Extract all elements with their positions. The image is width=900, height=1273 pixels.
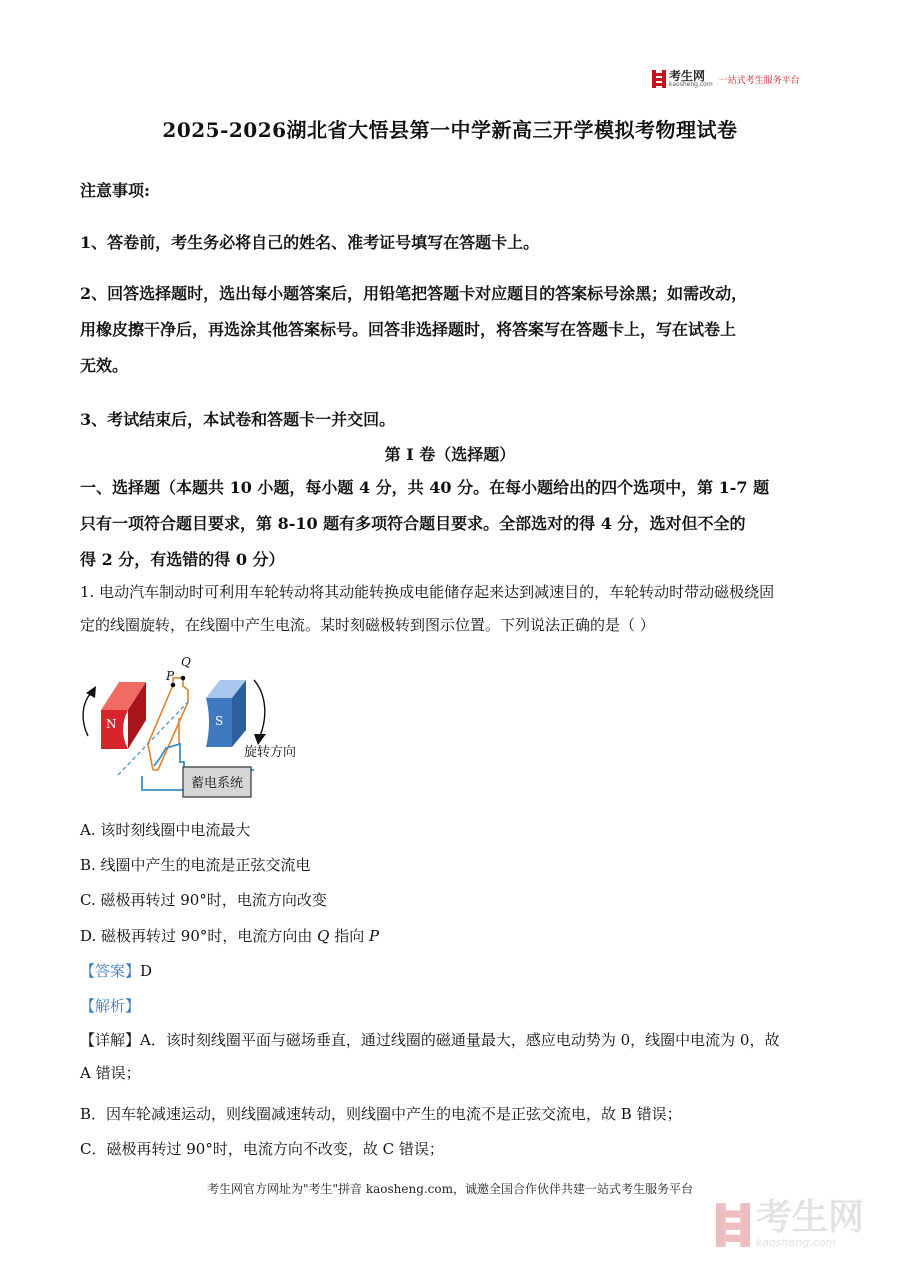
option-d-q: Q: [317, 927, 330, 945]
label-p: P: [166, 669, 175, 683]
detail-b: B．因车轮减速运动，则线圈减速转动，则线圈中产生的电流不是正弦交流电，故 B 错误；: [80, 1105, 682, 1123]
section-line-2: 只有一项符合题目要求，第 8-10 题有多项符合题目要求。全部选对的得 4 分，选对但不全的: [80, 514, 746, 533]
label-n: N: [106, 717, 117, 731]
logo-slogan: 一站式考生服务平台: [718, 75, 800, 86]
s-magnet: [206, 680, 246, 747]
right-arrowhead-icon: [254, 734, 266, 745]
n-magnet: [101, 682, 146, 749]
notice-heading: 注意事项:: [80, 181, 150, 200]
point-q: [181, 676, 186, 681]
notice-item-2-line-3: 无效。: [80, 356, 129, 375]
section-line-1: 一、选择题（本题共 10 小题，每小题 4 分，共 40 分。在每小题给出的四个选项中，第 1-7 题: [80, 478, 770, 497]
document-title: 2025-2026湖北省大悟县第一中学新高三开学模拟考物理试卷: [162, 118, 738, 142]
detail-a-line-2: A 错误；: [80, 1064, 141, 1082]
coil: [148, 655, 191, 770]
question-1-stem-line-2: 定的线圈旋转，在线圈中产生电流。某时刻磁极转到图示位置。下列说法正确的是（ ）: [80, 616, 655, 634]
option-d-mid: 指向: [329, 927, 370, 945]
section-instructions: [80, 470, 769, 578]
option-d-prefix: D. 磁极再转过 90°时，电流方向由: [80, 927, 318, 945]
watermark-logo-icon: [716, 1203, 750, 1247]
volume-heading: 第 I 卷（选择题）: [384, 445, 516, 464]
right-rotation-arrow-icon: [254, 680, 265, 736]
point-p: [171, 683, 176, 688]
detail-tag: 【详解】: [80, 1031, 141, 1049]
logo-text: [669, 70, 713, 88]
kaosheng-logo-icon: [652, 70, 666, 88]
option-d: [80, 925, 379, 946]
notice-item-2-line-2: 用橡皮擦干净后，再选涂其他答案标号。回答非选择题时，将答案写在答题卡上，写在试卷上: [80, 320, 737, 339]
wire-b: [142, 776, 184, 790]
notice-item-3: 3、考试结束后，本试卷和答题卡一并交回。: [80, 410, 396, 429]
header-logo[interactable]: [652, 70, 800, 88]
detail-a: [80, 1024, 779, 1090]
answer-tag: 【答案】: [80, 962, 141, 980]
question-1-stem-line-1: 1. 电动汽车制动时可利用车轮转动将其动能转换成电能储存起来达到减速目的，车轮转动时带动磁极绕固: [80, 583, 775, 601]
left-arrowhead-icon: [86, 686, 96, 698]
option-d-p: P: [369, 927, 380, 945]
question-1-stem: [80, 576, 774, 642]
answer-row: [80, 960, 152, 981]
detail-a-line-1: [80, 1024, 779, 1057]
option-c: C. 磁极再转过 90°时，电流方向改变: [80, 891, 327, 909]
page-footer: 考生网官方网址为"考生"拼音 kaosheng.com，诚邀全国合作伙伴共建一站式考生服务平台: [206, 1182, 694, 1196]
detail-a-text: A．该时刻线圈平面与磁场垂直，通过线圈的磁通量最大，感应电动势为 0，线圈中电流为 0，故: [140, 1031, 780, 1049]
watermark-name: 考生网: [756, 1197, 865, 1238]
watermark: [716, 1197, 865, 1249]
logo-domain: kaosheng.com: [669, 81, 713, 88]
rotation-direction-label: 旋转方向: [244, 745, 297, 760]
left-rotation-arrow-icon: [83, 692, 92, 736]
wire-a: [154, 744, 254, 770]
notice-item-2: [80, 276, 747, 384]
label-s: S: [215, 714, 224, 728]
answer-value: D: [140, 962, 153, 980]
option-a: A. 该时刻线圈中电流最大: [80, 821, 251, 839]
watermark-domain: kaosheng.com: [756, 1236, 837, 1249]
generator-figure: [76, 650, 316, 805]
logo-name: 考生网: [669, 69, 706, 83]
storage-system-label: 蓄电系统: [190, 776, 244, 791]
detail-c: C．磁极再转过 90°时，电流方向不改变，故 C 错误；: [80, 1140, 444, 1158]
label-q: Q: [181, 655, 191, 669]
analysis-tag: 【解析】: [80, 997, 141, 1015]
notice-item-1: 1、答卷前，考生务必将自己的姓名、准考证号填写在答题卡上。: [80, 233, 540, 252]
section-line-3: 得 2 分，有选错的得 0 分）: [80, 550, 285, 569]
option-b: B. 线圈中产生的电流是正弦交流电: [80, 856, 311, 874]
notice-item-2-line-1: 2、回答选择题时，选出每小题答案后，用铅笔把答题卡对应题目的答案标号涂黑；如需改动，: [80, 284, 748, 303]
